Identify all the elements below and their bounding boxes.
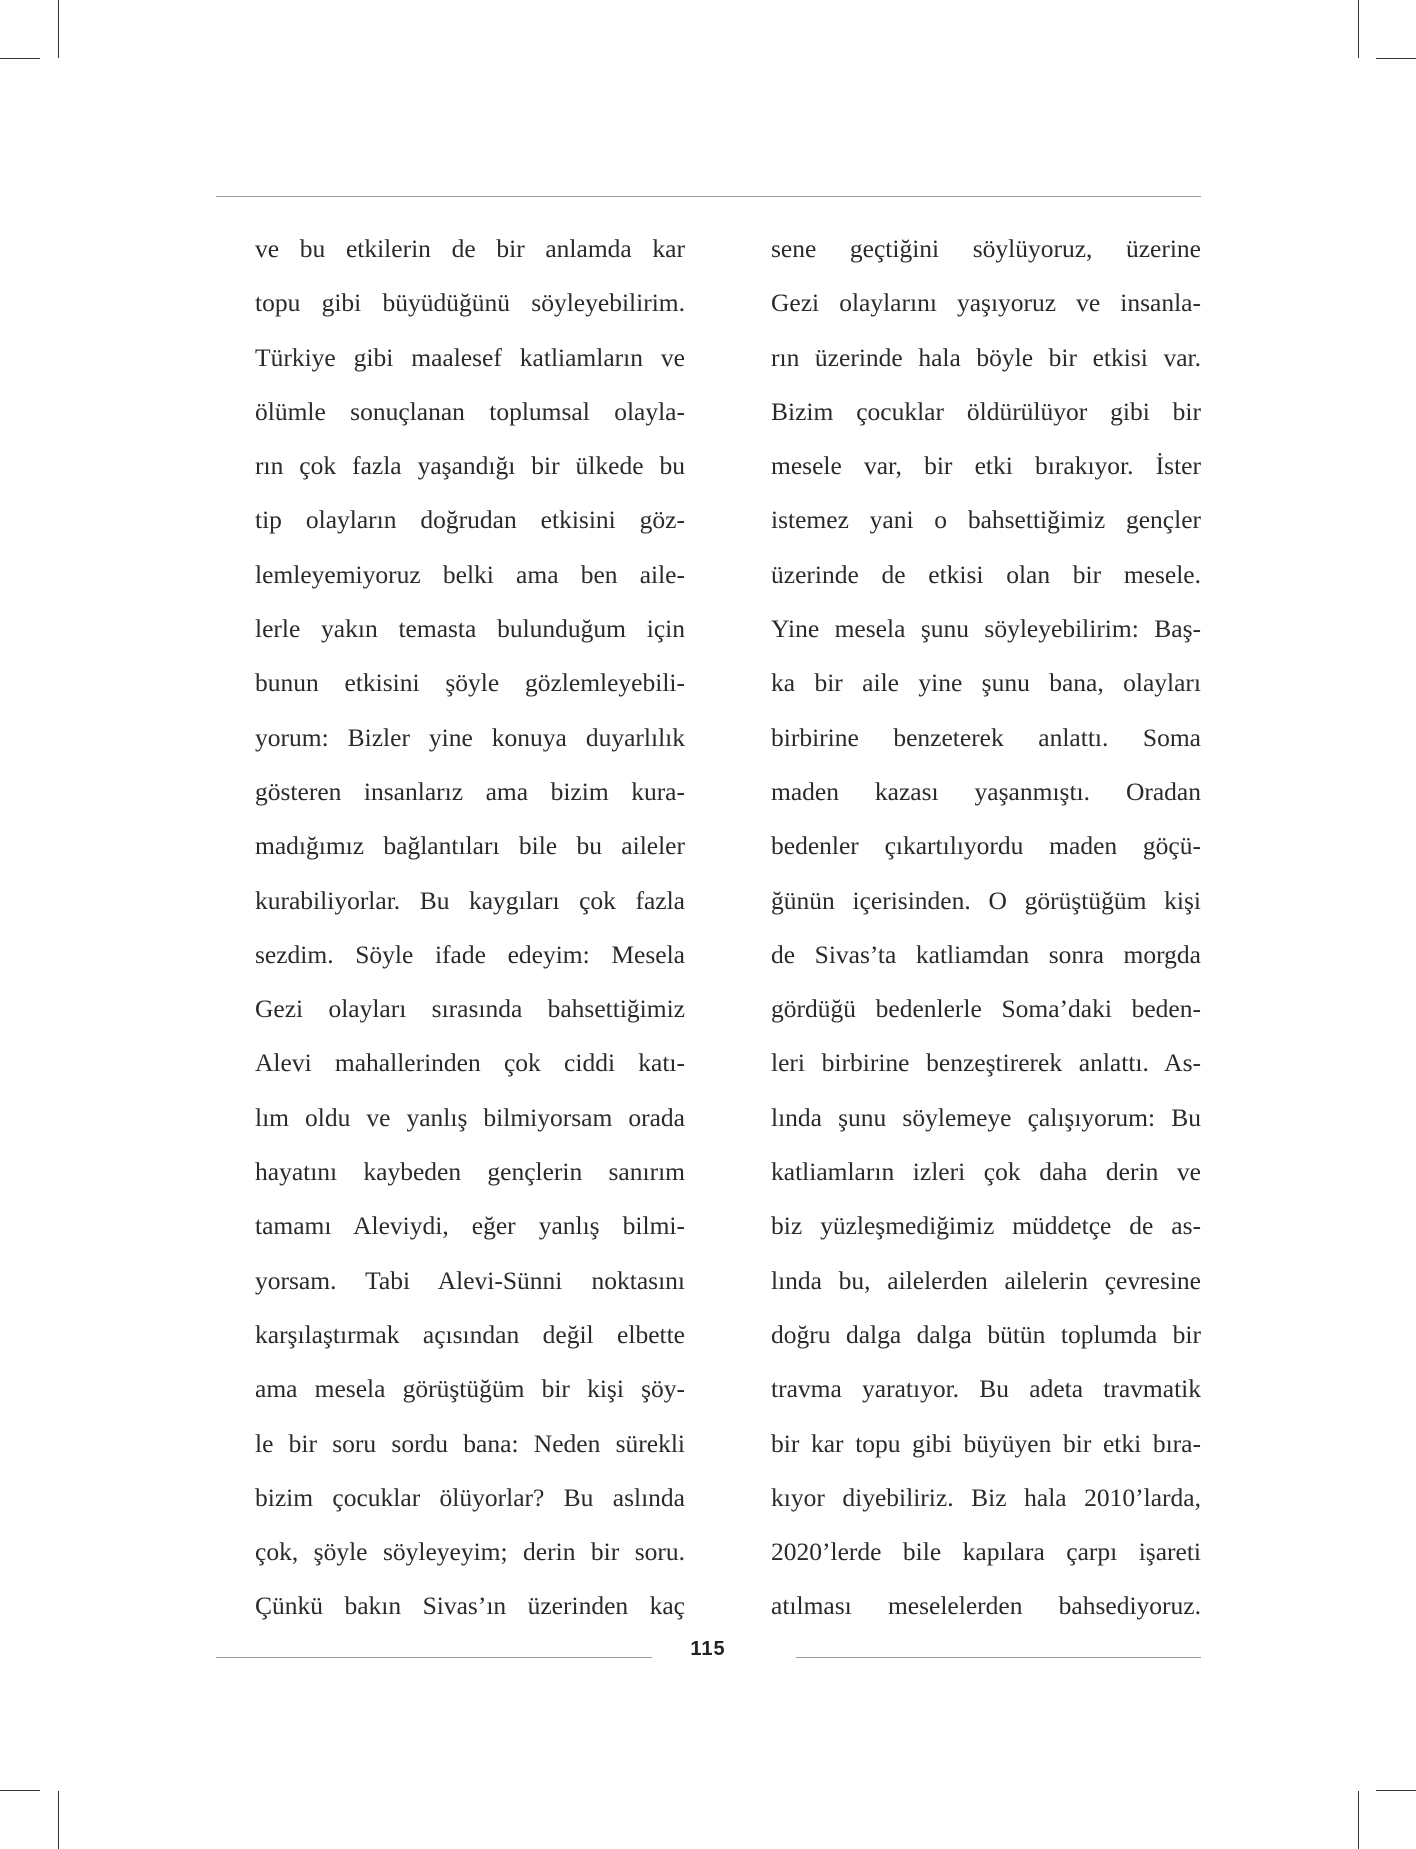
text-line: rın çok fazla yaşandığı bir ülkede bu: [255, 451, 685, 481]
crop-mark-top-left-vertical: [58, 0, 59, 58]
text-line: birbirine benzeterek anlattı. Soma: [771, 722, 1201, 752]
text-line: Bizim çocuklar öldürülüyor gibi bir: [771, 396, 1201, 426]
text-line: bizim çocuklar ölüyorlar? Bu aslında: [255, 1482, 685, 1512]
crop-mark-top-right-vertical: [1358, 0, 1359, 58]
right-text-column: [771, 230, 1201, 1642]
text-line: rın üzerinde hala böyle bir etkisi var.: [771, 342, 1201, 372]
text-line: tip olayların doğrudan etkisini göz-: [255, 505, 685, 535]
text-line: bunun etkisini şöyle gözlemleyebili-: [255, 668, 685, 698]
text-line: lında bu, ailelerden ailelerin çevresine: [771, 1265, 1201, 1295]
text-line: bir kar topu gibi büyüyen bir etki bıra-: [771, 1428, 1201, 1458]
footer-rule-right: [796, 1657, 1201, 1658]
text-line: Türkiye gibi maalesef katliamların ve: [255, 342, 685, 372]
text-line: yorsam. Tabi Alevi-Sünni noktasını: [255, 1265, 685, 1295]
text-line: Alevi mahallerinden çok ciddi katı-: [255, 1048, 685, 1078]
text-line: lında şunu söylemeye çalışıyorum: Bu: [771, 1102, 1201, 1132]
text-line: ve bu etkilerin de bir anlamda kar: [255, 234, 685, 263]
text-line: Gezi olayları sırasında bahsettiğimiz: [255, 994, 685, 1024]
text-line: Gezi olaylarını yaşıyoruz ve insanla-: [771, 288, 1201, 318]
text-line: karşılaştırmak açısından değil elbette: [255, 1319, 685, 1349]
header-rule: [216, 196, 1201, 197]
text-line: çok, şöyle söyleyeyim; derin bir soru.: [255, 1537, 685, 1567]
text-line: lerle yakın temasta bulunduğum için: [255, 614, 685, 644]
text-line: katliamların izleri çok daha derin ve: [771, 1157, 1201, 1187]
text-line: de Sivas’ta katliamdan sonra morgda: [771, 939, 1201, 969]
text-line: biz yüzleşmediğimiz müddetçe de as-: [771, 1211, 1201, 1241]
text-line: topu gibi büyüdüğünü söyleyebilirim.: [255, 288, 685, 318]
text-line: yorum: Bizler yine konuya duyarlılık: [255, 722, 685, 752]
text-line: ka bir aile yine şunu bana, olayları: [771, 668, 1201, 698]
crop-mark-bottom-right-horizontal: [1376, 1790, 1416, 1791]
page-number: 115: [690, 1638, 726, 1660]
text-line: madığımız bağlantıları bile bu aileler: [255, 831, 685, 861]
text-line: ölümle sonuçlanan toplumsal olayla-: [255, 396, 685, 426]
text-line: doğru dalga dalga bütün toplumda bir: [771, 1319, 1201, 1349]
text-line: istemez yani o bahsettiğimiz gençler: [771, 505, 1201, 535]
text-line: leri birbirine benzeştirerek anlattı. As-: [771, 1048, 1201, 1078]
text-line: gösteren insanlarız ama bizim kura-: [255, 776, 685, 806]
crop-mark-bottom-left-horizontal: [0, 1790, 40, 1791]
text-line: Çünkü bakın Sivas’ın üzerinden kaç: [255, 1591, 685, 1621]
crop-mark-bottom-left-vertical: [58, 1791, 59, 1849]
text-line: le bir soru sordu bana: Neden sürekli: [255, 1428, 685, 1458]
crop-mark-bottom-right-vertical: [1358, 1791, 1359, 1849]
text-line: lım oldu ve yanlış bilmiyorsam orada: [255, 1102, 685, 1132]
text-line: travma yaratıyor. Bu adeta travmatik: [771, 1374, 1201, 1404]
text-line: kıyor diyebiliriz. Biz hala 2010’larda,: [771, 1482, 1201, 1512]
text-line: ama mesela görüştüğüm bir kişi şöy-: [255, 1374, 685, 1404]
left-text-column: [255, 230, 685, 1642]
text-line: mesele var, bir etki bırakıyor. İster: [771, 451, 1201, 481]
text-line: sezdim. Söyle ifade edeyim: Mesela: [255, 939, 685, 969]
text-line: hayatını kaybeden gençlerin sanırım: [255, 1157, 685, 1187]
text-line: sene geçtiğini söylüyoruz, üzerine: [771, 234, 1201, 263]
text-line: ğünün içerisinden. O görüştüğüm kişi: [771, 885, 1201, 915]
text-line: 2020’lerde bile kapılara çarpı işareti: [771, 1537, 1201, 1567]
text-line: maden kazası yaşanmıştı. Oradan: [771, 776, 1201, 806]
text-line: gördüğü bedenlerle Soma’daki beden-: [771, 994, 1201, 1024]
text-line: kurabiliyorlar. Bu kaygıları çok fazla: [255, 885, 685, 915]
text-line: Yine mesela şunu söyleyebilirim: Baş-: [771, 614, 1201, 644]
text-line: lemleyemiyoruz belki ama ben aile-: [255, 559, 685, 589]
text-line: tamamı Aleviydi, eğer yanlış bilmi-: [255, 1211, 685, 1241]
text-line: bedenler çıkartılıyordu maden göçü-: [771, 831, 1201, 861]
text-line: üzerinde de etkisi olan bir mesele.: [771, 559, 1201, 589]
crop-mark-top-left-horizontal: [0, 58, 40, 59]
text-line: atılması meselelerden bahsediyoruz.: [771, 1591, 1201, 1621]
crop-mark-top-right-horizontal: [1376, 58, 1416, 59]
